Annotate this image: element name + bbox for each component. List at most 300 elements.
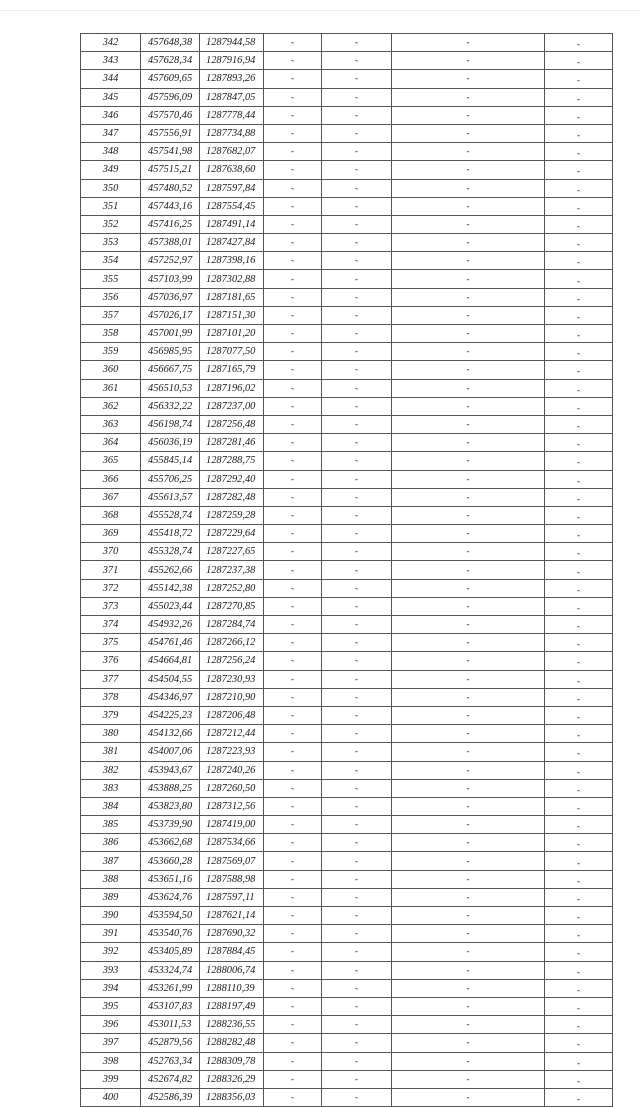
- column-7-cell: -: [545, 88, 613, 106]
- x-coordinate-cell: 456036,19: [141, 434, 200, 452]
- column-4-cell: -: [264, 452, 322, 470]
- table-row: [81, 252, 613, 270]
- point-number-cell: 351: [81, 197, 141, 215]
- table-row: [81, 379, 613, 397]
- column-5-cell: -: [322, 288, 392, 306]
- column-7-cell: -: [545, 361, 613, 379]
- x-coordinate-cell: 453107,83: [141, 997, 200, 1015]
- y-coordinate-cell: 1287847,05: [200, 88, 264, 106]
- point-number-cell: 395: [81, 997, 141, 1015]
- x-coordinate-cell: 453651,16: [141, 870, 200, 888]
- y-coordinate-cell: 1287101,20: [200, 325, 264, 343]
- point-number-cell: 353: [81, 234, 141, 252]
- column-5-cell: -: [322, 852, 392, 870]
- point-number-cell: 371: [81, 561, 141, 579]
- column-4-cell: -: [264, 34, 322, 52]
- column-6-cell: -: [392, 688, 545, 706]
- column-4-cell: -: [264, 124, 322, 142]
- column-5-cell: -: [322, 907, 392, 925]
- y-coordinate-cell: 1287229,64: [200, 525, 264, 543]
- column-6-cell: -: [392, 70, 545, 88]
- column-6-cell: -: [392, 215, 545, 233]
- table-row: [81, 343, 613, 361]
- point-number-cell: 377: [81, 670, 141, 688]
- y-coordinate-cell: 1287638,60: [200, 161, 264, 179]
- point-number-cell: 394: [81, 979, 141, 997]
- x-coordinate-cell: 457541,98: [141, 143, 200, 161]
- column-5-cell: -: [322, 1034, 392, 1052]
- y-coordinate-cell: 1288282,48: [200, 1034, 264, 1052]
- x-coordinate-cell: 454664,81: [141, 652, 200, 670]
- column-7-cell: -: [545, 434, 613, 452]
- table-row: [81, 143, 613, 161]
- column-4-cell: -: [264, 852, 322, 870]
- table-row: [81, 506, 613, 524]
- column-4-cell: -: [264, 52, 322, 70]
- column-4-cell: -: [264, 616, 322, 634]
- point-number-cell: 376: [81, 652, 141, 670]
- y-coordinate-cell: 1287284,74: [200, 616, 264, 634]
- column-5-cell: -: [322, 1088, 392, 1106]
- point-number-cell: 379: [81, 706, 141, 724]
- column-6-cell: -: [392, 252, 545, 270]
- table-row: [81, 488, 613, 506]
- column-4-cell: -: [264, 470, 322, 488]
- point-number-cell: 356: [81, 288, 141, 306]
- table-row: [81, 597, 613, 615]
- column-6-cell: -: [392, 197, 545, 215]
- column-6-cell: -: [392, 706, 545, 724]
- column-4-cell: -: [264, 270, 322, 288]
- column-5-cell: -: [322, 397, 392, 415]
- point-number-cell: 373: [81, 597, 141, 615]
- table-row: [81, 907, 613, 925]
- y-coordinate-cell: 1287256,24: [200, 652, 264, 670]
- y-coordinate-cell: 1287237,38: [200, 561, 264, 579]
- column-5-cell: -: [322, 725, 392, 743]
- y-coordinate-cell: 1287312,56: [200, 797, 264, 815]
- column-5-cell: -: [322, 143, 392, 161]
- point-number-cell: 400: [81, 1088, 141, 1106]
- column-4-cell: -: [264, 925, 322, 943]
- column-5-cell: -: [322, 1016, 392, 1034]
- column-5-cell: -: [322, 943, 392, 961]
- column-6-cell: -: [392, 1070, 545, 1088]
- column-5-cell: -: [322, 434, 392, 452]
- column-5-cell: -: [322, 561, 392, 579]
- point-number-cell: 386: [81, 834, 141, 852]
- x-coordinate-cell: 453324,74: [141, 961, 200, 979]
- y-coordinate-cell: 1287270,85: [200, 597, 264, 615]
- column-7-cell: -: [545, 234, 613, 252]
- column-4-cell: -: [264, 106, 322, 124]
- column-6-cell: -: [392, 52, 545, 70]
- point-number-cell: 354: [81, 252, 141, 270]
- column-5-cell: -: [322, 706, 392, 724]
- column-7-cell: -: [545, 379, 613, 397]
- point-number-cell: 366: [81, 470, 141, 488]
- column-7-cell: -: [545, 1088, 613, 1106]
- y-coordinate-cell: 1287281,46: [200, 434, 264, 452]
- column-4-cell: -: [264, 761, 322, 779]
- y-coordinate-cell: 1287597,11: [200, 888, 264, 906]
- column-6-cell: -: [392, 379, 545, 397]
- column-7-cell: -: [545, 907, 613, 925]
- column-4-cell: -: [264, 652, 322, 670]
- column-6-cell: -: [392, 834, 545, 852]
- x-coordinate-cell: 453540,76: [141, 925, 200, 943]
- x-coordinate-cell: 455706,25: [141, 470, 200, 488]
- column-4-cell: -: [264, 706, 322, 724]
- x-coordinate-cell: 457026,17: [141, 306, 200, 324]
- column-6-cell: -: [392, 106, 545, 124]
- y-coordinate-cell: 1288197,49: [200, 997, 264, 1015]
- y-coordinate-cell: 1287240,26: [200, 761, 264, 779]
- table-row: [81, 1034, 613, 1052]
- column-7-cell: -: [545, 1070, 613, 1088]
- column-4-cell: -: [264, 816, 322, 834]
- point-number-cell: 389: [81, 888, 141, 906]
- point-number-cell: 370: [81, 543, 141, 561]
- table-row: [81, 670, 613, 688]
- column-6-cell: -: [392, 597, 545, 615]
- column-5-cell: -: [322, 743, 392, 761]
- x-coordinate-cell: 457480,52: [141, 179, 200, 197]
- point-number-cell: 391: [81, 925, 141, 943]
- point-number-cell: 396: [81, 1016, 141, 1034]
- x-coordinate-cell: 455142,38: [141, 579, 200, 597]
- column-6-cell: -: [392, 124, 545, 142]
- column-5-cell: -: [322, 925, 392, 943]
- column-5-cell: -: [322, 597, 392, 615]
- column-7-cell: -: [545, 943, 613, 961]
- column-4-cell: -: [264, 197, 322, 215]
- point-number-cell: 375: [81, 634, 141, 652]
- column-4-cell: -: [264, 288, 322, 306]
- point-number-cell: 365: [81, 452, 141, 470]
- column-7-cell: -: [545, 415, 613, 433]
- column-4-cell: -: [264, 434, 322, 452]
- column-5-cell: -: [322, 252, 392, 270]
- column-4-cell: -: [264, 834, 322, 852]
- x-coordinate-cell: 457648,38: [141, 34, 200, 52]
- point-number-cell: 372: [81, 579, 141, 597]
- table-row: [81, 779, 613, 797]
- x-coordinate-cell: 453405,89: [141, 943, 200, 961]
- column-4-cell: -: [264, 597, 322, 615]
- x-coordinate-cell: 453011,53: [141, 1016, 200, 1034]
- column-4-cell: -: [264, 961, 322, 979]
- column-5-cell: -: [322, 452, 392, 470]
- y-coordinate-cell: 1287588,98: [200, 870, 264, 888]
- table-row: [81, 797, 613, 815]
- table-row: [81, 943, 613, 961]
- y-coordinate-cell: 1287944,58: [200, 34, 264, 52]
- table-row: [81, 688, 613, 706]
- column-6-cell: -: [392, 506, 545, 524]
- column-7-cell: -: [545, 124, 613, 142]
- point-number-cell: 387: [81, 852, 141, 870]
- column-7-cell: -: [545, 797, 613, 815]
- column-5-cell: -: [322, 34, 392, 52]
- column-5-cell: -: [322, 306, 392, 324]
- column-4-cell: -: [264, 88, 322, 106]
- column-6-cell: -: [392, 325, 545, 343]
- x-coordinate-cell: 452879,56: [141, 1034, 200, 1052]
- y-coordinate-cell: 1287427,84: [200, 234, 264, 252]
- column-5-cell: -: [322, 124, 392, 142]
- table-row: [81, 1088, 613, 1106]
- y-coordinate-cell: 1287260,50: [200, 779, 264, 797]
- point-number-cell: 384: [81, 797, 141, 815]
- x-coordinate-cell: 456667,75: [141, 361, 200, 379]
- column-6-cell: -: [392, 1034, 545, 1052]
- x-coordinate-cell: 457103,99: [141, 270, 200, 288]
- column-5-cell: -: [322, 415, 392, 433]
- y-coordinate-cell: 1287237,00: [200, 397, 264, 415]
- y-coordinate-cell: 1288309,78: [200, 1052, 264, 1070]
- column-7-cell: -: [545, 452, 613, 470]
- y-coordinate-cell: 1287597,84: [200, 179, 264, 197]
- y-coordinate-cell: 1288326,29: [200, 1070, 264, 1088]
- column-6-cell: -: [392, 543, 545, 561]
- column-5-cell: -: [322, 70, 392, 88]
- column-4-cell: -: [264, 561, 322, 579]
- column-6-cell: -: [392, 179, 545, 197]
- x-coordinate-cell: 453594,50: [141, 907, 200, 925]
- y-coordinate-cell: 1288006,74: [200, 961, 264, 979]
- column-5-cell: -: [322, 961, 392, 979]
- x-coordinate-cell: 453662,68: [141, 834, 200, 852]
- y-coordinate-cell: 1287734,88: [200, 124, 264, 142]
- column-6-cell: -: [392, 761, 545, 779]
- point-number-cell: 364: [81, 434, 141, 452]
- column-5-cell: -: [322, 361, 392, 379]
- column-7-cell: -: [545, 1052, 613, 1070]
- y-coordinate-cell: 1287778,44: [200, 106, 264, 124]
- point-number-cell: 369: [81, 525, 141, 543]
- point-number-cell: 393: [81, 961, 141, 979]
- x-coordinate-cell: 455613,57: [141, 488, 200, 506]
- column-5-cell: -: [322, 997, 392, 1015]
- point-number-cell: 374: [81, 616, 141, 634]
- point-number-cell: 347: [81, 124, 141, 142]
- column-5-cell: -: [322, 616, 392, 634]
- page-top-rule: [0, 10, 640, 11]
- column-7-cell: -: [545, 925, 613, 943]
- column-4-cell: -: [264, 997, 322, 1015]
- point-number-cell: 358: [81, 325, 141, 343]
- column-6-cell: -: [392, 888, 545, 906]
- y-coordinate-cell: 1287292,40: [200, 470, 264, 488]
- coordinates-table: [80, 33, 613, 1107]
- column-7-cell: -: [545, 870, 613, 888]
- y-coordinate-cell: 1288110,39: [200, 979, 264, 997]
- column-6-cell: -: [392, 1052, 545, 1070]
- y-coordinate-cell: 1287302,88: [200, 270, 264, 288]
- column-5-cell: -: [322, 525, 392, 543]
- column-4-cell: -: [264, 743, 322, 761]
- table-row: [81, 234, 613, 252]
- table-row: [81, 397, 613, 415]
- table-row: [81, 634, 613, 652]
- column-7-cell: -: [545, 816, 613, 834]
- column-7-cell: -: [545, 670, 613, 688]
- column-7-cell: -: [545, 488, 613, 506]
- column-4-cell: -: [264, 979, 322, 997]
- column-4-cell: -: [264, 670, 322, 688]
- point-number-cell: 398: [81, 1052, 141, 1070]
- table-row: [81, 52, 613, 70]
- column-7-cell: -: [545, 616, 613, 634]
- x-coordinate-cell: 452586,39: [141, 1088, 200, 1106]
- y-coordinate-cell: 1287534,66: [200, 834, 264, 852]
- x-coordinate-cell: 453823,80: [141, 797, 200, 815]
- y-coordinate-cell: 1287077,50: [200, 343, 264, 361]
- column-6-cell: -: [392, 743, 545, 761]
- x-coordinate-cell: 455845,14: [141, 452, 200, 470]
- column-4-cell: -: [264, 161, 322, 179]
- x-coordinate-cell: 453660,28: [141, 852, 200, 870]
- column-5-cell: -: [322, 979, 392, 997]
- column-7-cell: -: [545, 252, 613, 270]
- column-5-cell: -: [322, 325, 392, 343]
- y-coordinate-cell: 1287398,16: [200, 252, 264, 270]
- column-4-cell: -: [264, 543, 322, 561]
- x-coordinate-cell: 455262,66: [141, 561, 200, 579]
- column-6-cell: -: [392, 288, 545, 306]
- column-7-cell: -: [545, 197, 613, 215]
- column-7-cell: -: [545, 634, 613, 652]
- y-coordinate-cell: 1287151,30: [200, 306, 264, 324]
- column-5-cell: -: [322, 379, 392, 397]
- point-number-cell: 392: [81, 943, 141, 961]
- column-6-cell: -: [392, 907, 545, 925]
- column-5-cell: -: [322, 470, 392, 488]
- y-coordinate-cell: 1287884,45: [200, 943, 264, 961]
- y-coordinate-cell: 1287181,65: [200, 288, 264, 306]
- table-row: [81, 979, 613, 997]
- point-number-cell: 343: [81, 52, 141, 70]
- x-coordinate-cell: 453261,99: [141, 979, 200, 997]
- column-6-cell: -: [392, 270, 545, 288]
- column-5-cell: -: [322, 652, 392, 670]
- column-4-cell: -: [264, 397, 322, 415]
- x-coordinate-cell: 457443,16: [141, 197, 200, 215]
- point-number-cell: 346: [81, 106, 141, 124]
- column-6-cell: -: [392, 361, 545, 379]
- column-7-cell: -: [545, 761, 613, 779]
- column-4-cell: -: [264, 888, 322, 906]
- column-7-cell: -: [545, 961, 613, 979]
- column-4-cell: -: [264, 252, 322, 270]
- column-5-cell: -: [322, 161, 392, 179]
- point-number-cell: 361: [81, 379, 141, 397]
- column-6-cell: -: [392, 1088, 545, 1106]
- table-row: [81, 361, 613, 379]
- table-row: [81, 106, 613, 124]
- column-7-cell: -: [545, 288, 613, 306]
- column-4-cell: -: [264, 943, 322, 961]
- column-7-cell: -: [545, 106, 613, 124]
- column-4-cell: -: [264, 725, 322, 743]
- column-7-cell: -: [545, 70, 613, 88]
- column-4-cell: -: [264, 215, 322, 233]
- column-5-cell: -: [322, 579, 392, 597]
- y-coordinate-cell: 1287259,28: [200, 506, 264, 524]
- column-6-cell: -: [392, 143, 545, 161]
- y-coordinate-cell: 1287266,12: [200, 634, 264, 652]
- column-4-cell: -: [264, 870, 322, 888]
- table-row: [81, 997, 613, 1015]
- y-coordinate-cell: 1287916,94: [200, 52, 264, 70]
- y-coordinate-cell: 1287288,75: [200, 452, 264, 470]
- column-7-cell: -: [545, 325, 613, 343]
- column-5-cell: -: [322, 88, 392, 106]
- point-number-cell: 342: [81, 34, 141, 52]
- point-number-cell: 388: [81, 870, 141, 888]
- table-row: [81, 761, 613, 779]
- y-coordinate-cell: 1287491,14: [200, 215, 264, 233]
- column-5-cell: -: [322, 543, 392, 561]
- column-5-cell: -: [322, 1070, 392, 1088]
- table-row: [81, 124, 613, 142]
- table-row: [81, 579, 613, 597]
- column-7-cell: -: [545, 779, 613, 797]
- table-row: [81, 543, 613, 561]
- table-row: [81, 725, 613, 743]
- column-7-cell: -: [545, 470, 613, 488]
- column-5-cell: -: [322, 870, 392, 888]
- column-7-cell: -: [545, 143, 613, 161]
- column-6-cell: -: [392, 670, 545, 688]
- column-5-cell: -: [322, 270, 392, 288]
- column-4-cell: -: [264, 634, 322, 652]
- column-6-cell: -: [392, 634, 545, 652]
- column-4-cell: -: [264, 179, 322, 197]
- y-coordinate-cell: 1287212,44: [200, 725, 264, 743]
- column-7-cell: -: [545, 543, 613, 561]
- column-4-cell: -: [264, 488, 322, 506]
- table-row: [81, 288, 613, 306]
- column-7-cell: -: [545, 688, 613, 706]
- column-5-cell: -: [322, 634, 392, 652]
- point-number-cell: 368: [81, 506, 141, 524]
- column-6-cell: -: [392, 34, 545, 52]
- point-number-cell: 397: [81, 1034, 141, 1052]
- table-row: [81, 415, 613, 433]
- table-row: [81, 70, 613, 88]
- x-coordinate-cell: 455418,72: [141, 525, 200, 543]
- x-coordinate-cell: 457252,97: [141, 252, 200, 270]
- column-6-cell: -: [392, 161, 545, 179]
- column-7-cell: -: [545, 397, 613, 415]
- column-4-cell: -: [264, 143, 322, 161]
- column-5-cell: -: [322, 688, 392, 706]
- column-4-cell: -: [264, 343, 322, 361]
- column-7-cell: -: [545, 1016, 613, 1034]
- x-coordinate-cell: 454225,23: [141, 706, 200, 724]
- column-5-cell: -: [322, 179, 392, 197]
- table-row: [81, 616, 613, 634]
- column-7-cell: -: [545, 579, 613, 597]
- y-coordinate-cell: 1288236,55: [200, 1016, 264, 1034]
- column-4-cell: -: [264, 379, 322, 397]
- column-7-cell: -: [545, 725, 613, 743]
- y-coordinate-cell: 1287210,90: [200, 688, 264, 706]
- column-7-cell: -: [545, 270, 613, 288]
- column-5-cell: -: [322, 797, 392, 815]
